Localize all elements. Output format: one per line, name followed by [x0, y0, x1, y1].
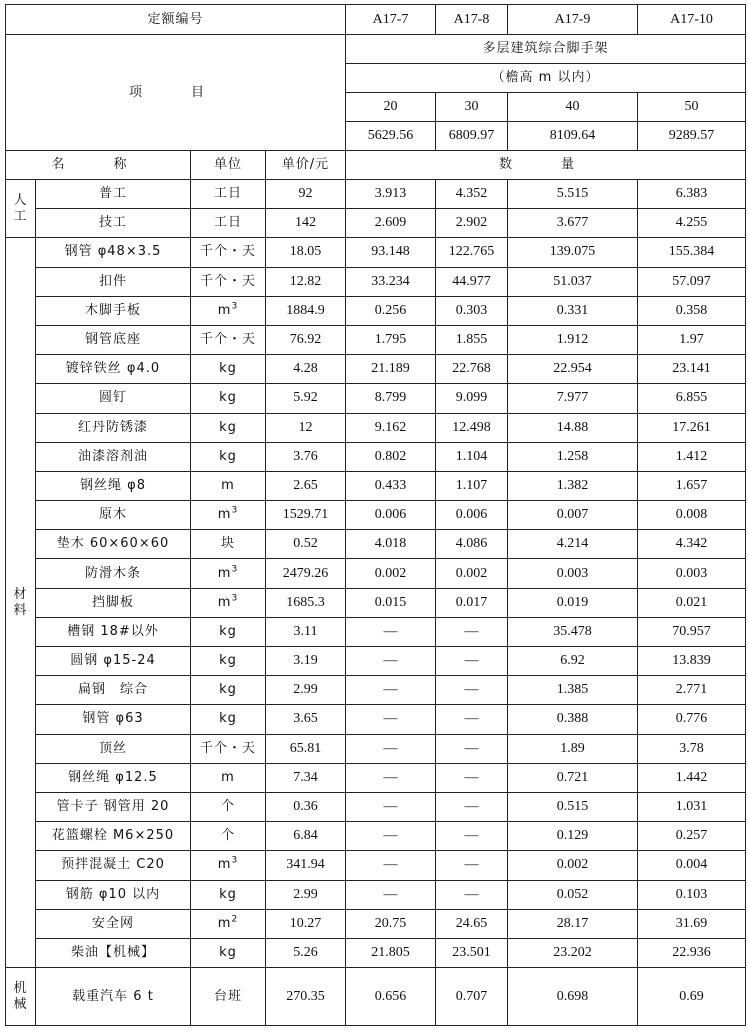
item-unit: m [191, 471, 266, 500]
col-price-header: 单价/元 [266, 151, 346, 180]
item-quantity: — [346, 880, 436, 909]
item-unit-price: 2.65 [266, 471, 346, 500]
item-unit: 千个・天 [191, 267, 266, 296]
item-name: 扁钢 综合 [36, 676, 191, 705]
col-unit-header: 单位 [191, 151, 266, 180]
item-unit-price: 6.84 [266, 822, 346, 851]
group-label-char: 料 [13, 602, 28, 618]
group-label-char: 工 [13, 208, 28, 224]
item-quantity: 0.008 [638, 501, 746, 530]
item-quantity: 4.255 [638, 209, 746, 238]
item-name: 载重汽车 6 t [36, 968, 191, 1026]
item-quantity: 3.78 [638, 734, 746, 763]
item-unit-price: 341.94 [266, 851, 346, 880]
col-qty-header: 数 量 [346, 151, 746, 180]
table-row [6, 559, 746, 588]
item-quantity: 4.018 [346, 530, 436, 559]
item-quantity: 0.707 [436, 968, 508, 1026]
quota-table [5, 4, 746, 1026]
table-row [6, 938, 746, 967]
item-quantity: 14.88 [508, 413, 638, 442]
table-row [6, 501, 746, 530]
item-quantity: 1.031 [638, 792, 746, 821]
item-quantity: 24.65 [436, 909, 508, 938]
table-row [6, 851, 746, 880]
table-row [6, 617, 746, 646]
item-unit-price: 1529.71 [266, 501, 346, 530]
item-unit: 工日 [191, 209, 266, 238]
table-row [6, 530, 746, 559]
item-quantity: 1.385 [508, 676, 638, 705]
table-row [6, 296, 746, 325]
item-unit-price: 2479.26 [266, 559, 346, 588]
item-name: 预拌混凝土 C20 [36, 851, 191, 880]
item-name: 钢筋 φ10 以内 [36, 880, 191, 909]
item-quantity: 0.802 [346, 442, 436, 471]
group-label-char: 材 [13, 586, 28, 602]
item-quantity: 0.052 [508, 880, 638, 909]
item-quantity: 9.162 [346, 413, 436, 442]
table-row [6, 209, 746, 238]
item-unit: 个 [191, 822, 266, 851]
item-name: 钢管底座 [36, 325, 191, 354]
table-row [6, 267, 746, 296]
item-quantity: 6.92 [508, 647, 638, 676]
item-quantity: 21.805 [346, 938, 436, 967]
item-unit: 千个・天 [191, 238, 266, 267]
item-unit-price: 5.92 [266, 384, 346, 413]
item-quantity: 0.003 [508, 559, 638, 588]
item-quantity: 7.977 [508, 384, 638, 413]
item-quantity: 0.721 [508, 763, 638, 792]
item-quantity: 0.515 [508, 792, 638, 821]
quota-number-label: 定额编号 [6, 5, 346, 35]
item-unit: kg [191, 676, 266, 705]
item-quantity: — [436, 851, 508, 880]
item-quantity: 1.97 [638, 325, 746, 354]
item-unit-price: 3.76 [266, 442, 346, 471]
code-cell: A17-7 [346, 5, 436, 35]
item-unit-price: 1884.9 [266, 296, 346, 325]
item-name: 技工 [36, 209, 191, 238]
item-unit-price: 270.35 [266, 968, 346, 1026]
group-label [6, 238, 36, 968]
item-quantity: — [436, 676, 508, 705]
item-name: 花篮螺栓 M6×250 [36, 822, 191, 851]
item-quantity: 4.342 [638, 530, 746, 559]
table-row [6, 676, 746, 705]
item-name: 槽钢 18#以外 [36, 617, 191, 646]
item-unit: $m^3$ [191, 851, 266, 880]
item-quantity: — [346, 763, 436, 792]
item-unit-price: 5.26 [266, 938, 346, 967]
item-name: 挡脚板 [36, 588, 191, 617]
item-name: 钢丝绳 φ12.5 [36, 763, 191, 792]
item-quantity: 51.037 [508, 267, 638, 296]
item-quantity: 0.015 [346, 588, 436, 617]
table-row [6, 442, 746, 471]
item-name: 垫木 60×60×60 [36, 530, 191, 559]
item-unit: kg [191, 938, 266, 967]
item-quantity: 0.388 [508, 705, 638, 734]
group-label [6, 180, 36, 238]
item-quantity: 28.17 [508, 909, 638, 938]
item-quantity: — [346, 617, 436, 646]
item-quantity: — [436, 734, 508, 763]
item-quantity: 0.019 [508, 588, 638, 617]
item-quantity: 3.913 [346, 180, 436, 209]
item-quantity: 0.129 [508, 822, 638, 851]
item-unit: kg [191, 880, 266, 909]
item-quantity: 5.515 [508, 180, 638, 209]
height-cell: 30 [436, 93, 508, 122]
item-name: 油漆溶剂油 [36, 442, 191, 471]
table-row [6, 792, 746, 821]
item-name: 防滑木条 [36, 559, 191, 588]
item-quantity: 0.007 [508, 501, 638, 530]
table-row [6, 763, 746, 792]
item-unit-price: 76.92 [266, 325, 346, 354]
item-quantity: 9.099 [436, 384, 508, 413]
item-quantity: 1.382 [508, 471, 638, 500]
table-row [6, 471, 746, 500]
item-quantity: — [436, 617, 508, 646]
item-quantity: 155.384 [638, 238, 746, 267]
code-cell: A17-10 [638, 5, 746, 35]
item-quantity: 0.776 [638, 705, 746, 734]
item-quantity: — [346, 851, 436, 880]
item-name: 扣件 [36, 267, 191, 296]
item-unit: 块 [191, 530, 266, 559]
item-quantity: 1.912 [508, 325, 638, 354]
item-unit: 千个・天 [191, 734, 266, 763]
item-quantity: 0.002 [346, 559, 436, 588]
item-name: 镀锌铁丝 φ4.0 [36, 355, 191, 384]
item-unit: $m^3$ [191, 296, 266, 325]
table-row [6, 180, 746, 209]
item-quantity: 0.331 [508, 296, 638, 325]
item-name: 钢管 φ48×3.5 [36, 238, 191, 267]
item-quantity: 1.657 [638, 471, 746, 500]
item-quantity: 2.902 [436, 209, 508, 238]
table-row [6, 968, 746, 1026]
item-quantity: — [346, 822, 436, 851]
height-note: （檐高 m 以内） [346, 64, 746, 93]
item-quantity: 2.771 [638, 676, 746, 705]
item-quantity: 3.677 [508, 209, 638, 238]
item-unit-price: 3.19 [266, 647, 346, 676]
item-unit-price: 3.11 [266, 617, 346, 646]
item-quantity: 0.257 [638, 822, 746, 851]
item-quantity: 0.698 [508, 968, 638, 1026]
item-quantity: 23.202 [508, 938, 638, 967]
table-row [6, 705, 746, 734]
item-quantity: 8.799 [346, 384, 436, 413]
item-unit: 个 [191, 792, 266, 821]
item-quantity: 0.006 [346, 501, 436, 530]
item-name: 钢管 φ63 [36, 705, 191, 734]
table-row [6, 355, 746, 384]
item-quantity: 70.957 [638, 617, 746, 646]
item-quantity: 23.501 [436, 938, 508, 967]
item-unit: kg [191, 413, 266, 442]
item-quantity: 0.656 [346, 968, 436, 1026]
code-cell: A17-9 [508, 5, 638, 35]
item-quantity: 0.021 [638, 588, 746, 617]
item-unit-price: 2.99 [266, 880, 346, 909]
item-quantity: — [346, 734, 436, 763]
item-quantity: 1.412 [638, 442, 746, 471]
item-quantity: 31.69 [638, 909, 746, 938]
item-name: 红丹防锈漆 [36, 413, 191, 442]
item-unit-price: 0.52 [266, 530, 346, 559]
item-unit-price: 0.36 [266, 792, 346, 821]
item-label: 项 目 [6, 35, 346, 151]
item-quantity: 1.89 [508, 734, 638, 763]
item-quantity: — [346, 705, 436, 734]
table-row [6, 822, 746, 851]
item-quantity: 22.954 [508, 355, 638, 384]
item-unit: kg [191, 647, 266, 676]
item-unit-price: 18.05 [266, 238, 346, 267]
height-cell: 20 [346, 93, 436, 122]
item-unit: kg [191, 355, 266, 384]
item-unit-price: 142 [266, 209, 346, 238]
item-quantity: 4.086 [436, 530, 508, 559]
table-row [6, 647, 746, 676]
item-name: 管卡子 钢管用 20 [36, 792, 191, 821]
item-quantity: 4.214 [508, 530, 638, 559]
item-unit: kg [191, 384, 266, 413]
item-unit-price: 10.27 [266, 909, 346, 938]
item-unit: kg [191, 705, 266, 734]
item-unit: $m^3$ [191, 588, 266, 617]
item-unit-price: 7.34 [266, 763, 346, 792]
item-unit-price: 12 [266, 413, 346, 442]
item-quantity: 12.498 [436, 413, 508, 442]
item-quantity: 22.768 [436, 355, 508, 384]
item-quantity: 57.097 [638, 267, 746, 296]
item-quantity: 0.358 [638, 296, 746, 325]
item-quantity: — [346, 792, 436, 821]
group-label [6, 968, 36, 1026]
item-quantity: 0.006 [436, 501, 508, 530]
item-quantity: 17.261 [638, 413, 746, 442]
item-quantity: 0.256 [346, 296, 436, 325]
height-cell: 40 [508, 93, 638, 122]
table-row [6, 413, 746, 442]
item-name: 柴油【机械】 [36, 938, 191, 967]
item-unit-price: 2.99 [266, 676, 346, 705]
table-row [6, 238, 746, 267]
category-title: 多层建筑综合脚手架 [346, 35, 746, 64]
height-cell: 50 [638, 93, 746, 122]
item-quantity: 0.017 [436, 588, 508, 617]
item-quantity: 22.936 [638, 938, 746, 967]
item-unit-price: 65.81 [266, 734, 346, 763]
item-unit-price: 4.28 [266, 355, 346, 384]
item-quantity: 0.002 [508, 851, 638, 880]
item-quantity: 2.609 [346, 209, 436, 238]
item-quantity: — [436, 705, 508, 734]
item-quantity: 33.234 [346, 267, 436, 296]
item-quantity: 1.107 [436, 471, 508, 500]
group-label-char: 机 [13, 980, 28, 996]
item-unit-price: 92 [266, 180, 346, 209]
item-quantity: 1.855 [436, 325, 508, 354]
group-label-char: 械 [13, 996, 28, 1012]
item-quantity: 23.141 [638, 355, 746, 384]
item-quantity: 1.104 [436, 442, 508, 471]
item-quantity: 0.004 [638, 851, 746, 880]
item-name: 木脚手板 [36, 296, 191, 325]
item-quantity: 0.303 [436, 296, 508, 325]
table-row [6, 909, 746, 938]
item-unit: 千个・天 [191, 325, 266, 354]
item-quantity: 20.75 [346, 909, 436, 938]
item-name: 顶丝 [36, 734, 191, 763]
col-name-header: 名 称 [6, 151, 191, 180]
item-unit: $m^3$ [191, 501, 266, 530]
item-quantity: — [436, 647, 508, 676]
item-unit-price: 12.82 [266, 267, 346, 296]
item-quantity: 0.003 [638, 559, 746, 588]
item-unit: kg [191, 442, 266, 471]
item-quantity: 0.103 [638, 880, 746, 909]
base-price-cell: 6809.97 [436, 122, 508, 151]
item-quantity: 1.258 [508, 442, 638, 471]
item-quantity: 0.002 [436, 559, 508, 588]
item-quantity: 13.839 [638, 647, 746, 676]
table-row [6, 734, 746, 763]
item-quantity: 0.69 [638, 968, 746, 1026]
code-cell: A17-8 [436, 5, 508, 35]
item-unit-price: 1685.3 [266, 588, 346, 617]
item-quantity: 122.765 [436, 238, 508, 267]
item-unit: $m^3$ [191, 559, 266, 588]
item-name: 钢丝绳 φ8 [36, 471, 191, 500]
item-unit: $m^2$ [191, 909, 266, 938]
base-price-cell: 9289.57 [638, 122, 746, 151]
item-quantity: 1.442 [638, 763, 746, 792]
table-row [6, 384, 746, 413]
item-unit: kg [191, 617, 266, 646]
item-unit: m [191, 763, 266, 792]
item-unit: 台班 [191, 968, 266, 1026]
table-row [6, 880, 746, 909]
item-name: 普工 [36, 180, 191, 209]
item-quantity: — [346, 676, 436, 705]
item-quantity: 6.383 [638, 180, 746, 209]
item-quantity: 44.977 [436, 267, 508, 296]
item-quantity: — [436, 792, 508, 821]
base-price-cell: 8109.64 [508, 122, 638, 151]
item-name: 圆钉 [36, 384, 191, 413]
item-name: 安全网 [36, 909, 191, 938]
item-quantity: 93.148 [346, 238, 436, 267]
item-quantity: 21.189 [346, 355, 436, 384]
item-name: 圆钢 φ15-24 [36, 647, 191, 676]
item-unit-price: 3.65 [266, 705, 346, 734]
item-quantity: — [436, 763, 508, 792]
base-price-cell: 5629.56 [346, 122, 436, 151]
item-quantity: 4.352 [436, 180, 508, 209]
group-label-char: 人 [13, 192, 28, 208]
item-quantity: 139.075 [508, 238, 638, 267]
item-unit: 工日 [191, 180, 266, 209]
item-quantity: — [436, 880, 508, 909]
item-quantity: 1.795 [346, 325, 436, 354]
item-name: 原木 [36, 501, 191, 530]
item-quantity: 35.478 [508, 617, 638, 646]
item-quantity: — [436, 822, 508, 851]
item-quantity: — [346, 647, 436, 676]
item-quantity: 6.855 [638, 384, 746, 413]
table-row [6, 588, 746, 617]
item-quantity: 0.433 [346, 471, 436, 500]
table-row [6, 325, 746, 354]
